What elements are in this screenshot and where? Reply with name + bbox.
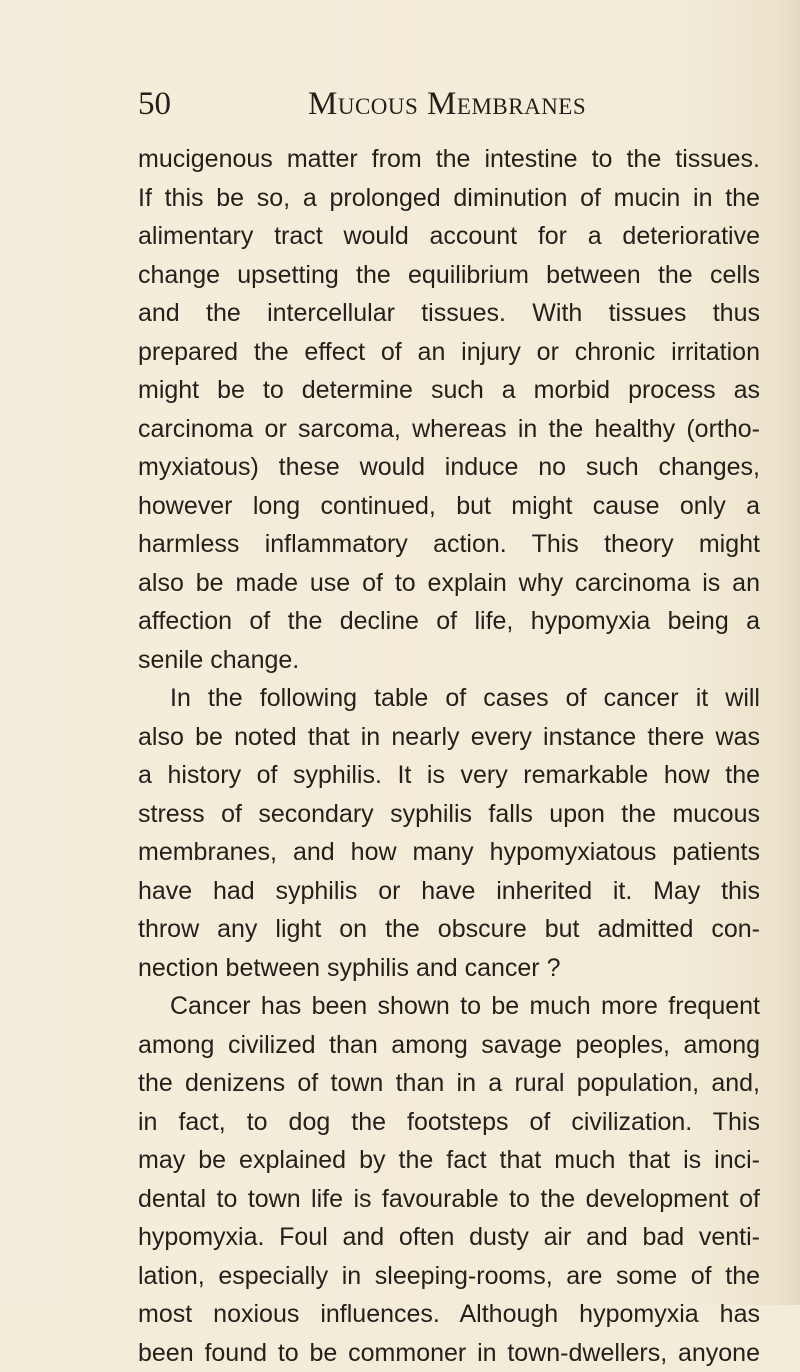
text-line: senile change. xyxy=(138,641,760,680)
text-line: In the following table of cases of cancer it will xyxy=(138,679,760,718)
text-line: lation, especially in sleeping-rooms, are some of the xyxy=(138,1257,760,1296)
text-line: Cancer has been shown to be much more frequent xyxy=(138,987,760,1026)
text-line: also be noted that in nearly every instance there was xyxy=(138,718,760,757)
text-line: most noxious influences. Although hypomyxia has xyxy=(138,1295,760,1334)
text-line: however long continued, but might cause only a xyxy=(138,487,760,526)
text-line: carcinoma or sarcoma, whereas in the healthy (ortho- xyxy=(138,410,760,449)
text-line: might be to determine such a morbid process as xyxy=(138,371,760,410)
text-line: harmless inflammatory action. This theory might xyxy=(138,525,760,564)
text-line: in fact, to dog the footsteps of civilization. This xyxy=(138,1103,760,1142)
text-line: may be explained by the fact that much that is inci- xyxy=(138,1141,760,1180)
text-line: membranes, and how many hypomyxiatous patients xyxy=(138,833,760,872)
text-line: If this be so, a prolonged diminution of mucin in the xyxy=(138,179,760,218)
text-line: a history of syphilis. It is very remarkable how the xyxy=(138,756,760,795)
text-line: change upsetting the equilibrium between the cells xyxy=(138,256,760,295)
text-line: nection between syphilis and cancer ? xyxy=(138,949,760,988)
text-line: dental to town life is favourable to the development of xyxy=(138,1180,760,1219)
text-line: alimentary tract would account for a deteriorative xyxy=(138,217,760,256)
text-line: hypomyxia. Foul and often dusty air and bad venti- xyxy=(138,1218,760,1257)
text-line: throw any light on the obscure but admitted con- xyxy=(138,910,760,949)
text-line: among civilized than among savage peoples, among xyxy=(138,1026,760,1065)
text-line: have had syphilis or have inherited it. May this xyxy=(138,872,760,911)
text-line: and the intercellular tissues. With tissues thus xyxy=(138,294,760,333)
text-line: prepared the effect of an injury or chronic irritation xyxy=(138,333,760,372)
text-line: affection of the decline of life, hypomyxia being a xyxy=(138,602,760,641)
text-line: stress of secondary syphilis falls upon the mucous xyxy=(138,795,760,834)
body-text xyxy=(138,140,760,1372)
page-header xyxy=(138,84,758,124)
running-head: Mucous Membranes xyxy=(308,84,586,124)
text-line: myxiatous) these would induce no such changes, xyxy=(138,448,760,487)
text-line: been found to be commoner in town-dwellers, anyone xyxy=(138,1334,760,1372)
text-line: the denizens of town than in a rural population, and, xyxy=(138,1064,760,1103)
page-number: 50 xyxy=(138,84,171,124)
text-line: mucigenous matter from the intestine to the tissues. xyxy=(138,140,760,179)
text-line: also be made use of to explain why carcinoma is an xyxy=(138,564,760,603)
